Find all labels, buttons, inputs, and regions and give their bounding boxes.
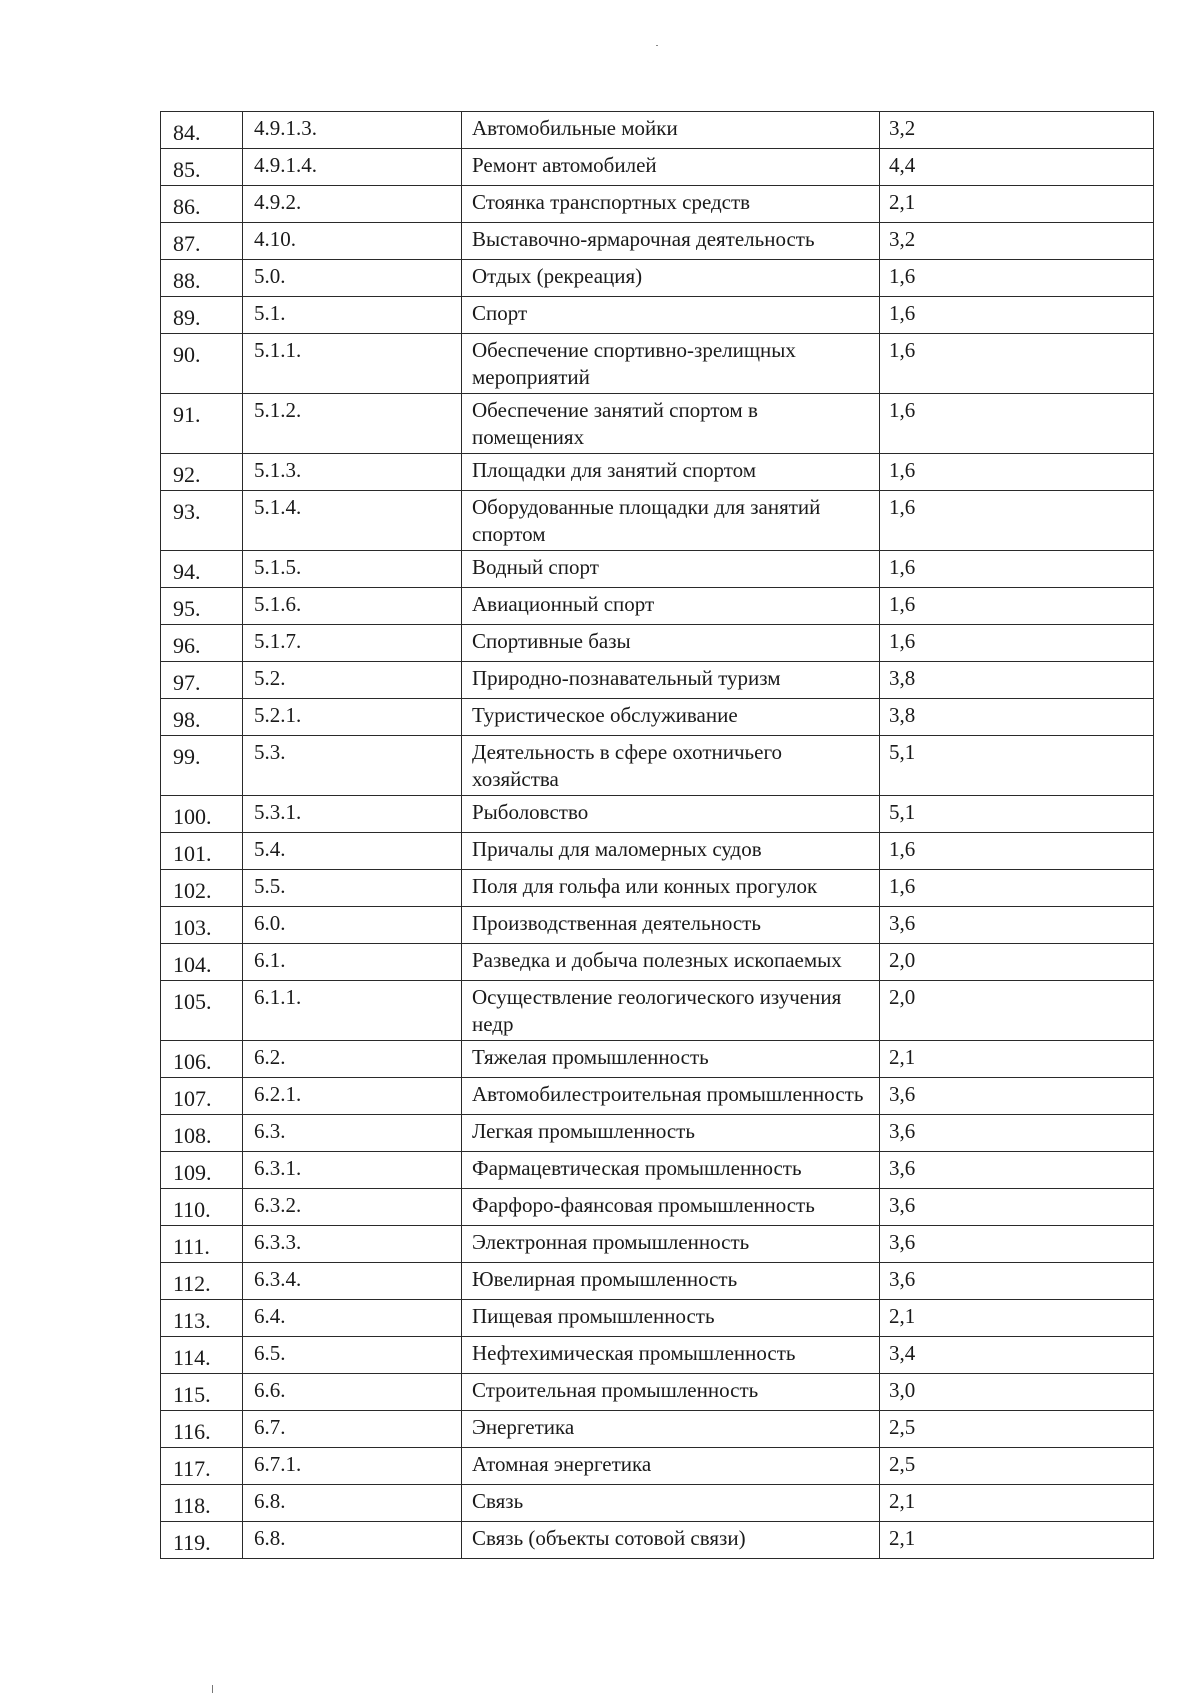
row-code-cell: 6.1.1. [243,981,462,1041]
row-code-cell: 6.3.1. [243,1152,462,1189]
row-number-cell: 109. [161,1152,243,1189]
row-code-cell: 6.3.3. [243,1226,462,1263]
row-name-cell: Нефтехимическая промышленность [462,1337,880,1374]
row-value-cell: 1,6 [880,297,1154,334]
row-value-cell: 3,6 [880,1189,1154,1226]
row-value-cell: 1,6 [880,394,1154,454]
row-number-cell: 90. [161,334,243,394]
row-name-cell: Производственная деятельность [462,907,880,944]
row-value-cell: 1,6 [880,833,1154,870]
row-code-cell: 6.3.4. [243,1263,462,1300]
table-row [161,796,1154,833]
row-number-cell: 103. [161,907,243,944]
table-row [161,1152,1154,1189]
row-code-cell: 5.3. [243,736,462,796]
row-number-cell: 106. [161,1041,243,1078]
row-value-cell: 1,6 [880,625,1154,662]
row-number-cell: 99. [161,736,243,796]
row-name-cell: Авиационный спорт [462,588,880,625]
row-code-cell: 5.0. [243,260,462,297]
row-name-cell: Атомная энергетика [462,1448,880,1485]
row-code-cell: 5.1.1. [243,334,462,394]
table-row [161,1300,1154,1337]
row-number-cell: 101. [161,833,243,870]
row-number-cell: 107. [161,1078,243,1115]
row-number-cell: 108. [161,1115,243,1152]
table-row [161,394,1154,454]
row-name-cell: Выставочно-ярмарочная деятельность [462,223,880,260]
row-name-cell: Осуществление геологического изучения недр [462,981,880,1041]
row-name-cell: Водный спорт [462,551,880,588]
row-value-cell: 2,1 [880,1300,1154,1337]
row-code-cell: 5.2.1. [243,699,462,736]
row-name-cell: Отдых (рекреация) [462,260,880,297]
row-name-cell: Поля для гольфа или конных прогулок [462,870,880,907]
row-number-cell: 92. [161,454,243,491]
table-row [161,491,1154,551]
table-row [161,149,1154,186]
row-code-cell: 5.1.3. [243,454,462,491]
row-value-cell: 3,6 [880,907,1154,944]
row-name-cell: Разведка и добыча полезных ископаемых [462,944,880,981]
row-name-cell: Легкая промышленность [462,1115,880,1152]
table-row [161,223,1154,260]
row-value-cell: 2,0 [880,981,1154,1041]
table-row [161,1337,1154,1374]
table-row [161,1485,1154,1522]
row-name-cell: Фармацевтическая промышленность [462,1152,880,1189]
row-value-cell: 3,6 [880,1152,1154,1189]
row-value-cell: 1,6 [880,491,1154,551]
table-row [161,1078,1154,1115]
row-code-cell: 5.1.7. [243,625,462,662]
row-value-cell: 3,6 [880,1115,1154,1152]
row-number-cell: 119. [161,1522,243,1559]
row-number-cell: 93. [161,491,243,551]
table-row [161,186,1154,223]
row-name-cell: Тяжелая промышленность [462,1041,880,1078]
row-value-cell: 3,6 [880,1078,1154,1115]
table-row [161,1448,1154,1485]
row-name-cell: Стоянка транспортных средств [462,186,880,223]
row-name-cell: Обеспечение занятий спортом в помещениях [462,394,880,454]
table-row [161,260,1154,297]
row-number-cell: 84. [161,112,243,149]
table-row [161,625,1154,662]
table-row [161,736,1154,796]
row-value-cell: 2,5 [880,1448,1154,1485]
row-code-cell: 5.1. [243,297,462,334]
row-code-cell: 5.1.5. [243,551,462,588]
row-name-cell: Строительная промышленность [462,1374,880,1411]
row-number-cell: 115. [161,1374,243,1411]
row-name-cell: Площадки для занятий спортом [462,454,880,491]
row-name-cell: Автомобильные мойки [462,112,880,149]
row-name-cell: Спорт [462,297,880,334]
row-name-cell: Энергетика [462,1411,880,1448]
row-number-cell: 97. [161,662,243,699]
row-name-cell: Электронная промышленность [462,1226,880,1263]
row-value-cell: 1,6 [880,334,1154,394]
table-row [161,907,1154,944]
row-number-cell: 116. [161,1411,243,1448]
table-row [161,297,1154,334]
row-code-cell: 6.8. [243,1485,462,1522]
table-row [161,699,1154,736]
row-code-cell: 6.1. [243,944,462,981]
table-row [161,334,1154,394]
row-number-cell: 113. [161,1300,243,1337]
table-row [161,662,1154,699]
row-code-cell: 5.1.4. [243,491,462,551]
scan-mark [212,1685,213,1693]
row-code-cell: 5.1.6. [243,588,462,625]
table-row [161,833,1154,870]
row-name-cell: Ювелирная промышленность [462,1263,880,1300]
row-number-cell: 95. [161,588,243,625]
row-code-cell: 6.8. [243,1522,462,1559]
row-number-cell: 96. [161,625,243,662]
row-value-cell: 1,6 [880,260,1154,297]
row-code-cell: 4.9.1.3. [243,112,462,149]
table-row [161,551,1154,588]
row-number-cell: 102. [161,870,243,907]
row-number-cell: 105. [161,981,243,1041]
row-value-cell: 3,2 [880,223,1154,260]
row-name-cell: Причалы для маломерных судов [462,833,880,870]
row-value-cell: 2,1 [880,1041,1154,1078]
row-code-cell: 6.3.2. [243,1189,462,1226]
table-row [161,454,1154,491]
row-value-cell: 1,6 [880,588,1154,625]
row-number-cell: 94. [161,551,243,588]
row-name-cell: Оборудованные площадки для занятий спортом [462,491,880,551]
table-row [161,1522,1154,1559]
row-number-cell: 98. [161,699,243,736]
row-value-cell: 3,0 [880,1374,1154,1411]
row-value-cell: 2,1 [880,1522,1154,1559]
row-code-cell: 6.3. [243,1115,462,1152]
row-code-cell: 6.2. [243,1041,462,1078]
row-value-cell: 1,6 [880,870,1154,907]
row-number-cell: 87. [161,223,243,260]
row-code-cell: 6.0. [243,907,462,944]
row-number-cell: 100. [161,796,243,833]
table-row [161,112,1154,149]
row-code-cell: 4.9.1.4. [243,149,462,186]
row-value-cell: 5,1 [880,736,1154,796]
row-name-cell: Рыболовство [462,796,880,833]
row-value-cell: 3,8 [880,662,1154,699]
row-name-cell: Связь [462,1485,880,1522]
row-code-cell: 5.3.1. [243,796,462,833]
row-number-cell: 85. [161,149,243,186]
row-number-cell: 86. [161,186,243,223]
row-code-cell: 6.7. [243,1411,462,1448]
row-number-cell: 88. [161,260,243,297]
row-code-cell: 5.1.2. [243,394,462,454]
table-row [161,1374,1154,1411]
land-use-coefficient-table [160,111,1154,1559]
row-number-cell: 111. [161,1226,243,1263]
row-code-cell: 5.2. [243,662,462,699]
row-code-cell: 6.5. [243,1337,462,1374]
row-value-cell: 2,0 [880,944,1154,981]
row-number-cell: 114. [161,1337,243,1374]
row-code-cell: 5.5. [243,870,462,907]
row-number-cell: 117. [161,1448,243,1485]
row-number-cell: 91. [161,394,243,454]
table-body [161,112,1154,1559]
row-number-cell: 89. [161,297,243,334]
row-name-cell: Автомобилестроительная промышленность [462,1078,880,1115]
row-name-cell: Туристическое обслуживание [462,699,880,736]
table-row [161,870,1154,907]
row-code-cell: 4.9.2. [243,186,462,223]
table-row [161,1115,1154,1152]
table-row [161,1226,1154,1263]
table-row [161,588,1154,625]
table-row [161,1411,1154,1448]
row-value-cell: 2,5 [880,1411,1154,1448]
row-name-cell: Фарфоро-фаянсовая промышленность [462,1189,880,1226]
row-value-cell: 3,6 [880,1263,1154,1300]
row-value-cell: 3,4 [880,1337,1154,1374]
row-number-cell: 104. [161,944,243,981]
table-row [161,944,1154,981]
row-name-cell: Пищевая промышленность [462,1300,880,1337]
row-value-cell: 3,2 [880,112,1154,149]
row-code-cell: 6.4. [243,1300,462,1337]
row-code-cell: 5.4. [243,833,462,870]
row-name-cell: Обеспечение спортивно-зрелищных мероприятий [462,334,880,394]
table-row [161,1189,1154,1226]
row-name-cell: Связь (объекты сотовой связи) [462,1522,880,1559]
table-row [161,1263,1154,1300]
table-row [161,981,1154,1041]
row-value-cell: 3,8 [880,699,1154,736]
row-value-cell: 1,6 [880,551,1154,588]
row-value-cell: 2,1 [880,186,1154,223]
row-name-cell: Деятельность в сфере охотничьего хозяйства [462,736,880,796]
scan-speck [656,45,658,46]
table-row [161,1041,1154,1078]
row-value-cell: 1,6 [880,454,1154,491]
row-code-cell: 4.10. [243,223,462,260]
row-code-cell: 6.2.1. [243,1078,462,1115]
row-code-cell: 6.6. [243,1374,462,1411]
row-value-cell: 2,1 [880,1485,1154,1522]
row-name-cell: Спортивные базы [462,625,880,662]
row-name-cell: Природно-познавательный туризм [462,662,880,699]
row-value-cell: 4,4 [880,149,1154,186]
row-name-cell: Ремонт автомобилей [462,149,880,186]
row-number-cell: 118. [161,1485,243,1522]
row-number-cell: 112. [161,1263,243,1300]
row-value-cell: 5,1 [880,796,1154,833]
row-code-cell: 6.7.1. [243,1448,462,1485]
row-number-cell: 110. [161,1189,243,1226]
row-value-cell: 3,6 [880,1226,1154,1263]
